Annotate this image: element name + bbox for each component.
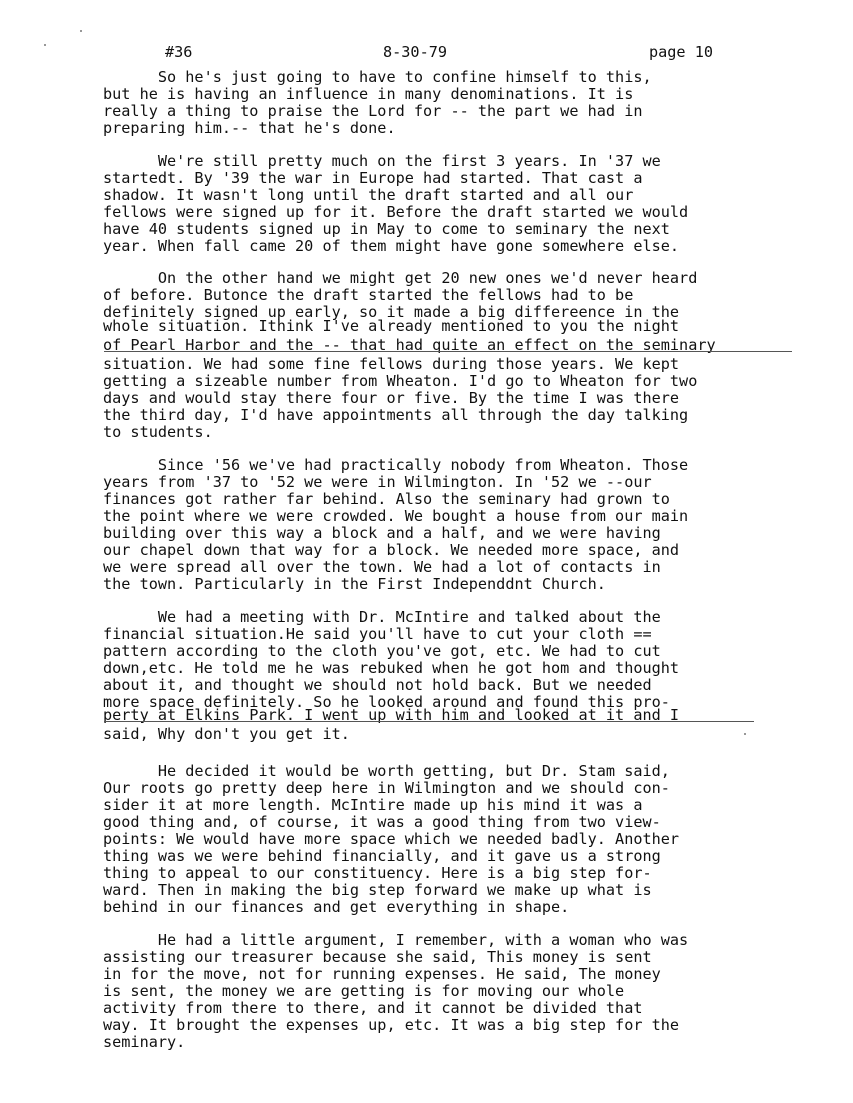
page-number: page 10 <box>649 43 714 61</box>
text-line: situation. We had some fine fellows during those years. We kept <box>103 355 680 373</box>
text-line: Since '56 we've had practically nobody from Wheaton. Those <box>103 456 689 474</box>
document-number: #36 <box>165 43 193 61</box>
text-line: really a thing to praise the Lord for -- the part we had in <box>103 102 643 120</box>
text-line: whole situation. Ithink I've already mentioned to you the night <box>103 317 680 335</box>
text-line: down,etc. He told me he was rebuked when he got hom and thought <box>103 659 680 677</box>
text-line: we were spread all over the town. We had a lot of contacts in <box>103 558 661 576</box>
text-line: but he is having an influence in many denominations. It is <box>103 85 634 103</box>
text-line: the third day, I'd have appointments all through the day talking <box>103 406 689 424</box>
scan-speck <box>744 733 746 735</box>
page-header <box>0 44 853 62</box>
text-line: We had a meeting with Dr. McIntire and talked about the <box>103 608 661 626</box>
text-line: of Pearl Harbor and the -- that had quite an effect on the seminary <box>103 336 716 354</box>
text-line: preparing him.-- that he's done. <box>103 119 396 137</box>
text-line: building over this way a block and a half, and we were having <box>103 524 661 542</box>
underline-mark <box>104 351 792 352</box>
text-line: to students. <box>103 423 213 441</box>
text-line: fellows were signed up for it. Before the draft started we would <box>103 203 689 221</box>
text-line: years from '37 to '52 we were in Wilmington. In '52 we --our <box>103 473 652 491</box>
underline-mark <box>104 721 754 722</box>
text-line: financial situation.He said you'll have to cut your cloth == <box>103 625 652 643</box>
text-line: shadow. It wasn't long until the draft started and all our <box>103 186 634 204</box>
text-line: He had a little argument, I remember, with a woman who was <box>103 931 689 949</box>
text-line: in for the move, not for running expenses. He said, The money <box>103 965 661 983</box>
text-line: about it, and thought we should not hold back. But we needed <box>103 676 652 694</box>
text-line: year. When fall came 20 of them might have gone somewhere else. <box>103 237 680 255</box>
text-line: behind in our finances and get everything in shape. <box>103 898 570 916</box>
text-line: pattern according to the cloth you've got, etc. We had to cut <box>103 642 661 660</box>
text-line: said, Why don't you get it. <box>103 725 350 743</box>
text-line: the town. Particularly in the First Independdnt Church. <box>103 575 606 593</box>
text-line: days and would stay there four or five. By the time I was there <box>103 389 680 407</box>
text-line: the point where we were crowded. We bought a house from our main <box>103 507 689 525</box>
text-line: have 40 students signed up in May to come to seminary the next <box>103 220 670 238</box>
document-date: 8-30-79 <box>383 43 448 61</box>
text-line: seminary. <box>103 1033 186 1051</box>
text-line: thing was we were behind financially, and it gave us a strong <box>103 847 661 865</box>
text-line: way. It brought the expenses up, etc. It was a big step for the <box>103 1016 680 1034</box>
text-line: ward. Then in making the big step forward we make up what is <box>103 881 652 899</box>
text-line: perty at Elkins Park. I went up with him and looked at it and I <box>103 706 680 724</box>
text-line: He decided it would be worth getting, but Dr. Stam said, <box>103 762 670 780</box>
text-line: points: We would have more space which we needed badly. Another <box>103 830 680 848</box>
text-line: getting a sizeable number from Wheaton. I'd go to Wheaton for two <box>103 372 698 390</box>
text-line: Our roots go pretty deep here in Wilmington and we should con- <box>103 779 670 797</box>
text-line: definitely signed up early, so it made a big differeence in the <box>103 303 680 321</box>
text-line: On the other hand we might get 20 new ones we'd never heard <box>103 269 698 287</box>
scan-speck <box>44 44 46 46</box>
text-line: of before. Butonce the draft started the fellows had to be <box>103 286 634 304</box>
text-line: good thing and, of course, it was a good thing from two view- <box>103 813 661 831</box>
text-line: thing to appeal to our constituency. Here is a big step for- <box>103 864 652 882</box>
text-line: activity from there to there, and it cannot be divided that <box>103 999 643 1017</box>
text-line: more space definitely. So he looked around and found this pro- <box>103 693 670 711</box>
text-line: is sent, the money we are getting is for moving our whole <box>103 982 625 1000</box>
text-line: We're still pretty much on the first 3 years. In '37 we <box>103 152 661 170</box>
text-line: sider it at more length. McIntire made up his mind it was a <box>103 796 643 814</box>
text-line: finances got rather far behind. Also the seminary had grown to <box>103 490 670 508</box>
scan-speck <box>80 30 82 32</box>
text-line: assisting our treasurer because she said, This money is sent <box>103 948 652 966</box>
text-line: startedt. By '39 the war in Europe had started. That cast a <box>103 169 643 187</box>
text-line: our chapel down that way for a block. We needed more space, and <box>103 541 680 559</box>
text-line: So he's just going to have to confine himself to this, <box>103 68 652 86</box>
